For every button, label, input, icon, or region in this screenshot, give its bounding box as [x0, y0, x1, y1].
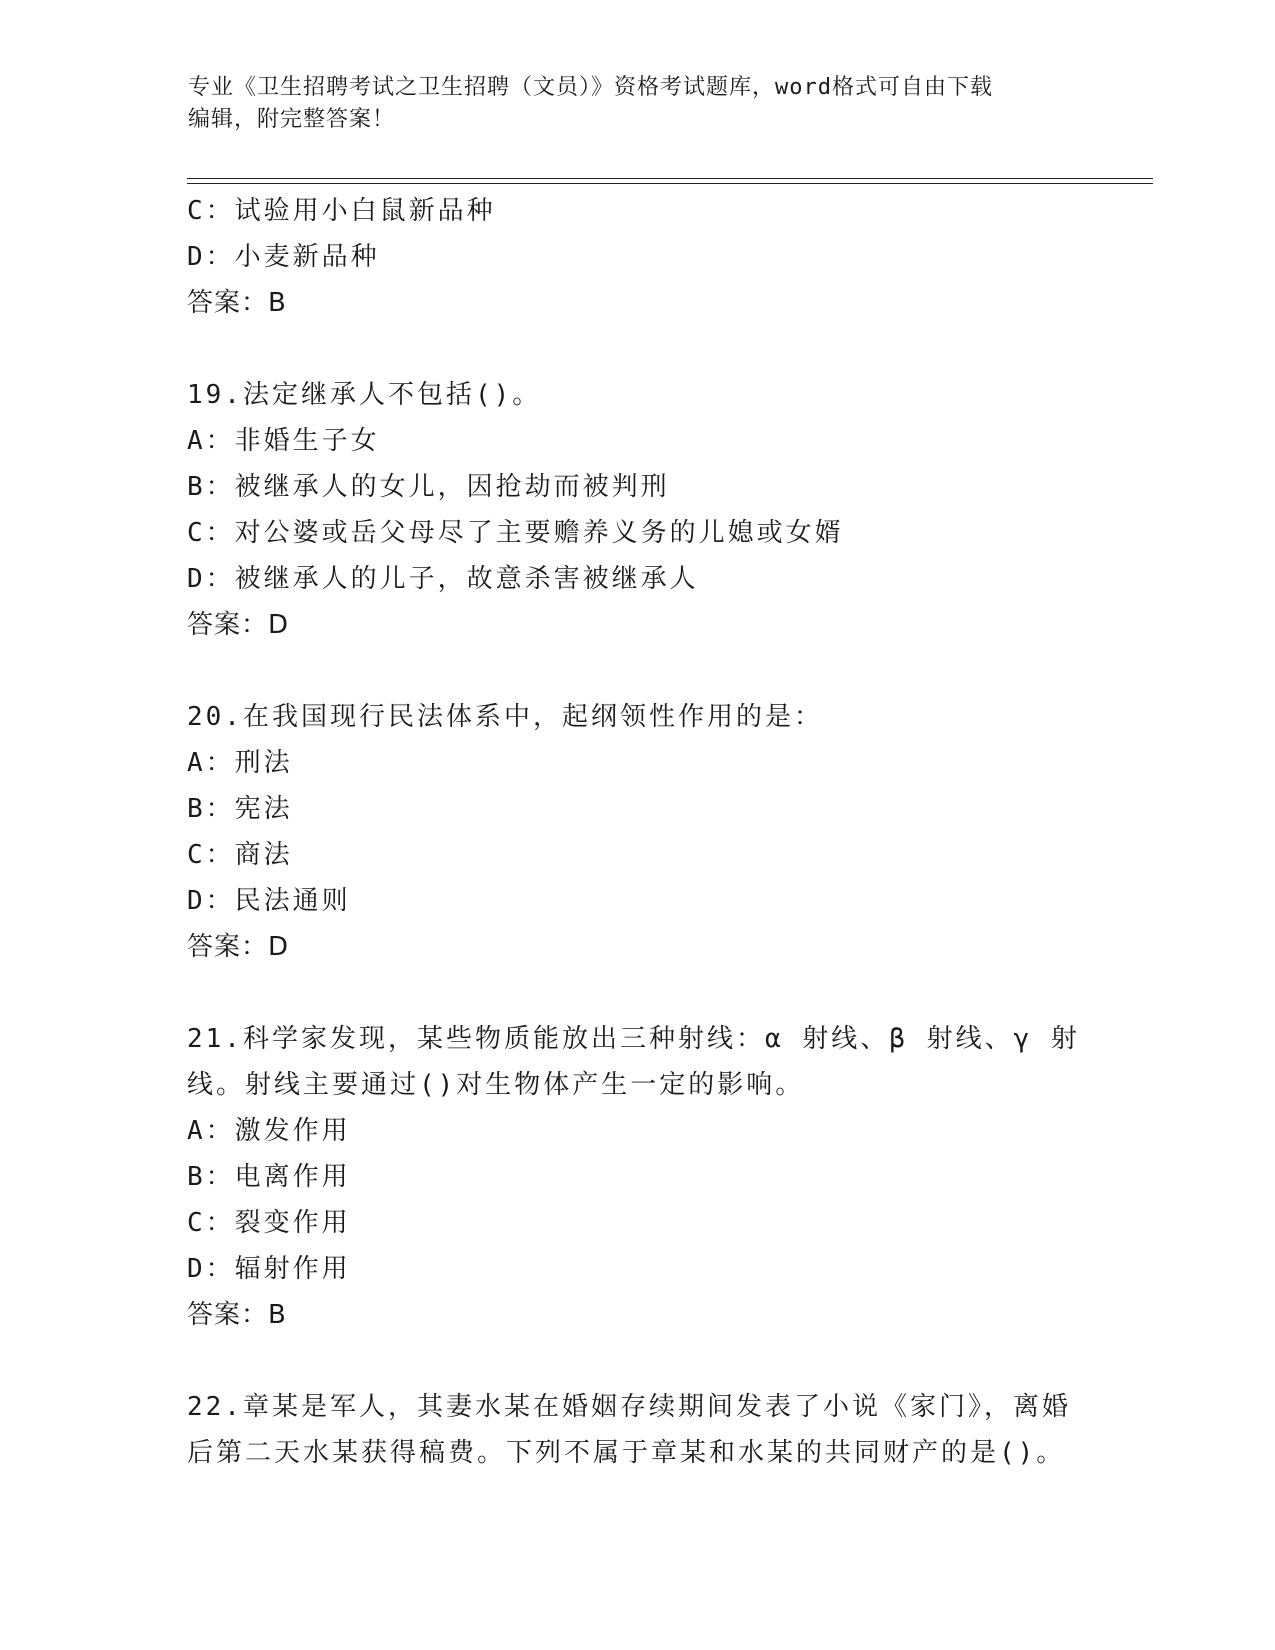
question-19: [187, 372, 1087, 648]
question-stem-line-2: 后第二天水某获得稿费。下列不属于章某和水某的共同财产的是()。: [187, 1438, 1066, 1468]
header-divider-bottom: [187, 183, 1153, 184]
option-d: D：被继承人的儿子，故意杀害被继承人: [187, 564, 699, 594]
question-stem-line-1: 22.章某是军人，其妻水某在婚姻存续期间发表了小说《家门》，离婚: [187, 1392, 1071, 1422]
question-stem: 20.在我国现行民法体系中，起纲领性作用的是：: [187, 702, 823, 732]
option-c: C：商法: [187, 840, 293, 870]
answer-line: 答案：B: [187, 1300, 287, 1330]
option-a: A：激发作用: [187, 1116, 351, 1146]
answer-line: 答案：B: [187, 288, 287, 318]
option-c: C：试验用小白鼠新品种: [187, 196, 496, 226]
option-d: D：辐射作用: [187, 1254, 351, 1284]
header-line-2: 编辑，附完整答案！: [188, 107, 396, 132]
question-stem: 19.法定继承人不包括()。: [187, 380, 542, 410]
option-b: B：被继承人的女儿，因抢劫而被判刑: [187, 472, 670, 502]
spacer: [187, 326, 1087, 372]
option-a: A：刑法: [187, 748, 293, 778]
option-b: B：电离作用: [187, 1162, 351, 1192]
question-20: [187, 694, 1087, 970]
document-header: [188, 72, 1088, 136]
question-stem-line-2: 线。射线主要通过()对生物体产生一定的影响。: [187, 1070, 805, 1100]
option-c: C：对公婆或岳父母尽了主要赡养义务的儿媳或女婿: [187, 518, 844, 548]
question-partial: [187, 188, 1087, 326]
option-a: A：非婚生子女: [187, 426, 380, 456]
answer-line: 答案：D: [187, 610, 290, 640]
option-c: C：裂变作用: [187, 1208, 351, 1238]
question-21: [187, 1016, 1087, 1338]
option-d: D：民法通则: [187, 886, 351, 916]
question-list: [187, 188, 1087, 1476]
answer-line: 答案：D: [187, 932, 290, 962]
spacer: [187, 1338, 1087, 1384]
question-stem-line-1: 21.科学家发现，某些物质能放出三种射线：α 射线、β 射线、γ 射: [187, 1024, 1080, 1054]
spacer: [187, 970, 1087, 1016]
option-d: D：小麦新品种: [187, 242, 380, 272]
question-22: [187, 1384, 1087, 1476]
option-b: B：宪法: [187, 794, 293, 824]
spacer: [187, 648, 1087, 694]
header-divider-top: [187, 178, 1153, 179]
header-line-1: 专业《卫生招聘考试之卫生招聘（文员）》资格考试题库，word格式可自由下载: [188, 75, 993, 100]
